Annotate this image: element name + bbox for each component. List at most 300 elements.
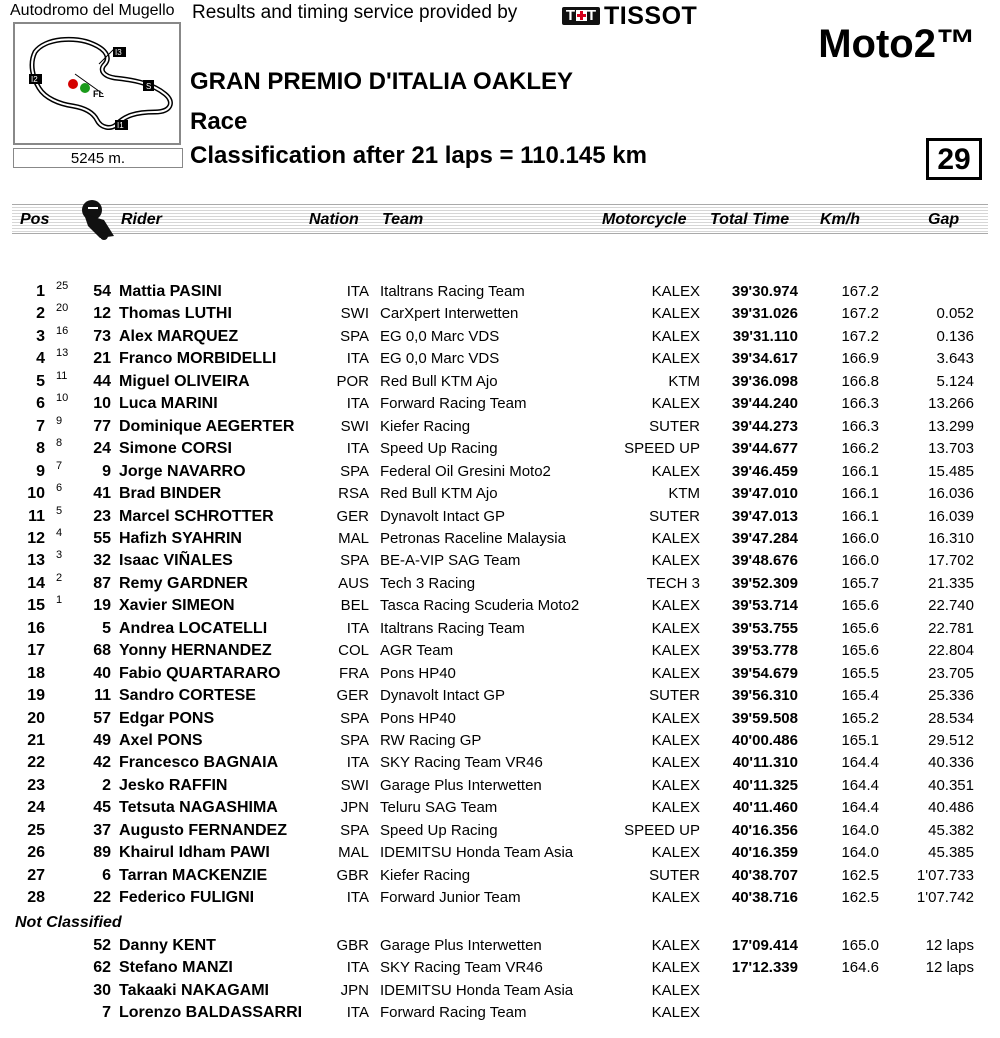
cell-rider-name: Tetsuta NAGASHIMA <box>119 799 278 817</box>
event-title: GRAN PREMIO D'ITALIA OAKLEY <box>190 68 574 95</box>
cell-rider-number: 22 <box>93 889 111 907</box>
cell-gap: 28.534 <box>928 709 974 727</box>
cell-motorcycle: KALEX <box>651 1004 700 1022</box>
cell-total-time: 40'38.707 <box>731 866 798 884</box>
cell-rider-number: 12 <box>93 305 111 323</box>
cell-motorcycle: KALEX <box>651 799 700 817</box>
circuit-length: 5245 m. <box>13 148 183 168</box>
cell-gap: 22.781 <box>928 619 974 637</box>
cell-nation: SWI <box>340 305 369 323</box>
cell-rider-number: 89 <box>93 844 111 862</box>
cell-position: 6 <box>36 395 45 413</box>
cell-position: 19 <box>27 687 45 705</box>
cell-motorcycle: KALEX <box>651 732 700 749</box>
cell-rider-name: Federico FULIGNI <box>119 889 255 907</box>
cell-nation: ITA <box>346 959 369 977</box>
cell-speed: 164.0 <box>841 821 879 839</box>
cell-points: 10 <box>56 392 69 405</box>
cell-speed: 165.6 <box>841 619 879 637</box>
cell-points: 6 <box>56 482 63 495</box>
cell-gap: 16.310 <box>928 529 974 547</box>
cell-position: 28 <box>27 889 45 907</box>
cell-motorcycle: KTM <box>668 372 700 390</box>
cell-total-time: 39'48.676 <box>731 552 798 570</box>
cell-speed: 162.5 <box>841 889 879 907</box>
table-row <box>0 730 1000 752</box>
cell-total-time: 40'00.486 <box>731 732 798 749</box>
cell-speed: 166.0 <box>841 529 879 547</box>
cell-motorcycle: KALEX <box>651 350 700 368</box>
cell-speed: 164.4 <box>841 799 879 817</box>
cell-rider-name: Dominique AEGERTER <box>119 417 295 435</box>
cell-gap: 13.299 <box>928 417 974 435</box>
cell-nation: GBR <box>336 937 369 954</box>
cell-position: 20 <box>27 709 45 727</box>
table-row <box>0 371 1000 393</box>
cell-nation: SPA <box>340 552 369 570</box>
cell-nation: SPA <box>340 732 369 749</box>
table-row <box>0 393 1000 415</box>
cell-total-time: 39'47.010 <box>731 485 798 503</box>
cell-gap: 29.512 <box>928 732 974 749</box>
cell-rider-number: 87 <box>93 574 111 592</box>
cell-position: 7 <box>36 417 45 435</box>
cell-total-time: 39'44.240 <box>731 395 798 413</box>
cell-nation: GER <box>336 507 369 525</box>
table-row <box>0 528 1000 550</box>
cell-team-name: SKY Racing Team VR46 <box>380 754 543 772</box>
table-row <box>0 957 1000 979</box>
cell-points: 3 <box>56 549 63 562</box>
table-row <box>0 663 1000 685</box>
cell-speed: 165.6 <box>841 642 879 660</box>
table-row <box>0 595 1000 617</box>
cell-rider-name: Remy GARDNER <box>119 574 248 592</box>
cell-team-name: Italtrans Racing Team <box>380 283 525 300</box>
cell-rider-name: Miguel OLIVEIRA <box>119 372 250 390</box>
cell-motorcycle: SUTER <box>649 507 700 525</box>
cell-points: 9 <box>56 414 63 427</box>
col-motorcycle: Motorcycle <box>602 211 687 228</box>
cell-motorcycle: SPEED UP <box>624 440 700 458</box>
cell-motorcycle: KALEX <box>651 597 700 615</box>
cell-rider-number: 40 <box>93 664 111 682</box>
cell-team-name: IDEMITSU Honda Team Asia <box>380 844 574 862</box>
cell-gap: 3.643 <box>936 350 974 368</box>
cell-motorcycle: KALEX <box>651 937 700 954</box>
table-row <box>0 461 1000 483</box>
cell-team-name: Dynavolt Intact GP <box>380 687 506 705</box>
cell-total-time: 39'52.309 <box>731 574 798 592</box>
cell-nation: ITA <box>346 283 369 300</box>
cell-rider-name: Khairul Idham PAWI <box>119 844 270 862</box>
cell-total-time: 39'53.714 <box>731 597 798 615</box>
tissot-badge-icon: T T <box>562 7 600 25</box>
cell-nation: GBR <box>336 866 369 884</box>
cell-rider-name: Thomas LUTHI <box>119 305 232 323</box>
cell-total-time: 39'46.459 <box>731 462 798 480</box>
cell-total-time: 39'44.677 <box>731 440 798 458</box>
cell-speed: 166.2 <box>841 440 879 458</box>
cell-nation: JPN <box>340 981 369 999</box>
cell-motorcycle: KALEX <box>651 283 700 300</box>
track-map-icon <box>15 24 179 143</box>
cell-total-time: 39'47.013 <box>731 507 798 525</box>
cell-speed: 167.2 <box>841 283 879 300</box>
cell-team-name: Speed Up Racing <box>380 821 498 839</box>
cell-points: 5 <box>56 504 63 517</box>
cell-rider-name: Tarran MACKENZIE <box>119 866 268 884</box>
cell-rider-name: Mattia PASINI <box>119 283 222 300</box>
cell-nation: ITA <box>346 754 369 772</box>
cell-speed: 166.1 <box>841 462 879 480</box>
cell-nation: SPA <box>340 327 369 345</box>
cell-rider-number: 45 <box>93 799 111 817</box>
cell-rider-name: Francesco BAGNAIA <box>119 754 279 772</box>
cell-team-name: Kiefer Racing <box>380 866 471 884</box>
cell-team-name: Tasca Racing Scuderia Moto2 <box>380 597 580 615</box>
cell-position: 21 <box>27 732 45 749</box>
cell-rider-name: Sandro CORTESE <box>119 687 256 705</box>
cell-team-name: Forward Racing Team <box>380 395 527 413</box>
tissot-logo <box>562 2 712 30</box>
cell-motorcycle: KALEX <box>651 959 700 977</box>
cell-team-name: IDEMITSU Honda Team Asia <box>380 981 574 999</box>
cell-speed: 166.8 <box>841 372 879 390</box>
cell-speed: 165.7 <box>841 574 879 592</box>
table-row <box>0 640 1000 662</box>
cell-total-time: 39'31.110 <box>732 327 798 345</box>
cell-position: 13 <box>27 552 45 570</box>
cell-team-name: Red Bull KTM Ajo <box>380 372 498 390</box>
cell-motorcycle: KALEX <box>651 395 700 413</box>
cell-speed: 166.9 <box>841 350 879 368</box>
cell-rider-number: 49 <box>93 732 111 749</box>
cell-speed: 162.5 <box>841 866 879 884</box>
table-row <box>0 685 1000 707</box>
cell-team-name: Pons HP40 <box>380 664 456 682</box>
cell-rider-number: 57 <box>93 709 111 727</box>
cell-speed: 166.1 <box>841 485 879 503</box>
rider-helmet-icon <box>74 196 118 240</box>
table-row <box>0 303 1000 325</box>
cell-position: 8 <box>36 440 45 458</box>
table-row <box>0 887 1000 909</box>
cell-nation: GER <box>336 687 369 705</box>
cell-position: 23 <box>27 776 45 794</box>
table-row <box>0 438 1000 460</box>
cell-motorcycle: TECH 3 <box>646 574 700 592</box>
cell-rider-name: Hafizh SYAHRIN <box>119 529 242 547</box>
cell-position: 11 <box>28 507 45 525</box>
cell-team-name: Kiefer Racing <box>380 417 471 435</box>
cell-team-name: Italtrans Racing Team <box>380 619 525 637</box>
col-kmh: Km/h <box>820 211 860 228</box>
cell-rider-name: Danny KENT <box>119 937 216 954</box>
cell-nation: ITA <box>346 889 369 907</box>
cell-rider-number: 55 <box>93 529 111 547</box>
page-number: 29 <box>926 138 982 180</box>
cell-speed: 164.4 <box>841 776 879 794</box>
table-row <box>0 281 1000 303</box>
cell-nation: ITA <box>346 440 369 458</box>
cell-team-name: Garage Plus Interwetten <box>380 776 542 794</box>
cell-motorcycle: KALEX <box>651 462 700 480</box>
cell-total-time: 39'47.284 <box>731 529 798 547</box>
cell-rider-name: Brad BINDER <box>119 485 222 503</box>
track-label-i2: I2 <box>31 75 38 84</box>
cell-position: 16 <box>27 619 45 637</box>
table-row <box>0 506 1000 528</box>
finish-marker <box>68 79 78 89</box>
cell-motorcycle: KTM <box>668 485 700 503</box>
cell-points: 4 <box>56 526 63 539</box>
cell-motorcycle: KALEX <box>651 305 700 323</box>
session-title: Race <box>190 108 248 135</box>
cell-nation: SPA <box>340 709 369 727</box>
cell-gap: 21.335 <box>928 574 974 592</box>
col-total-time: Total Time <box>710 211 790 228</box>
cell-rider-name: Edgar PONS <box>119 709 215 727</box>
col-pos: Pos <box>20 211 50 228</box>
cell-nation: FRA <box>339 664 369 682</box>
table-row <box>0 326 1000 348</box>
cell-nation: ITA <box>346 350 369 368</box>
cell-gap: 45.385 <box>928 844 974 862</box>
cell-rider-number: 10 <box>93 395 111 413</box>
cell-motorcycle: KALEX <box>651 552 700 570</box>
cell-speed: 165.4 <box>841 687 879 705</box>
cell-position: 15 <box>27 597 45 615</box>
cell-gap: 15.485 <box>928 462 974 480</box>
cell-rider-name: Axel PONS <box>119 732 203 749</box>
sponsor-name: TISSOT <box>604 2 698 30</box>
cell-team-name: Petronas Raceline Malaysia <box>380 529 566 547</box>
cell-motorcycle: KALEX <box>651 327 700 345</box>
cell-points: 7 <box>56 459 63 472</box>
cell-rider-number: 6 <box>102 866 111 884</box>
table-row <box>0 550 1000 572</box>
service-text: Results and timing service provided by <box>192 2 518 23</box>
cell-rider-number: 23 <box>93 507 111 525</box>
cell-team-name: AGR Team <box>380 642 454 660</box>
cell-rider-number: 5 <box>102 619 111 637</box>
table-row <box>0 483 1000 505</box>
cell-position: 26 <box>27 844 45 862</box>
cell-total-time: 39'34.617 <box>731 350 798 368</box>
cell-motorcycle: KALEX <box>651 844 700 862</box>
cell-rider-number: 30 <box>93 981 111 999</box>
cell-team-name: EG 0,0 Marc VDS <box>380 327 500 345</box>
cell-speed: 165.2 <box>841 709 879 727</box>
cell-total-time: 17'09.414 <box>731 937 798 954</box>
cell-nation: BEL <box>340 597 369 615</box>
cell-points: 2 <box>56 571 63 584</box>
cell-rider-name: Franco MORBIDELLI <box>119 350 277 368</box>
cell-rider-number: 44 <box>93 372 111 390</box>
cell-rider-name: Stefano MANZI <box>119 959 233 977</box>
cell-nation: ITA <box>346 395 369 413</box>
cell-rider-number: 54 <box>93 283 111 300</box>
cell-total-time: 39'53.778 <box>731 642 798 660</box>
cell-speed: 167.2 <box>841 305 879 323</box>
cell-motorcycle: SUTER <box>649 866 700 884</box>
not-classified-label: Not Classified <box>15 914 122 931</box>
cell-gap: 40.336 <box>928 754 974 772</box>
cell-points: 11 <box>56 369 68 382</box>
cell-position: 12 <box>27 529 45 547</box>
cell-total-time: 39'30.974 <box>731 283 798 300</box>
cell-nation: JPN <box>340 799 369 817</box>
col-nation: Nation <box>309 211 359 228</box>
cell-rider-number: 41 <box>93 485 111 503</box>
cell-team-name: BE-A-VIP SAG Team <box>380 552 521 570</box>
cell-motorcycle: KALEX <box>651 754 700 772</box>
cell-motorcycle: KALEX <box>651 776 700 794</box>
cell-total-time: 40'11.325 <box>732 776 798 794</box>
cell-gap: 40.486 <box>928 799 974 817</box>
cell-speed: 164.0 <box>841 844 879 862</box>
cell-motorcycle: KALEX <box>651 529 700 547</box>
category-title: Moto2™ <box>818 22 976 66</box>
cell-rider-number: 7 <box>102 1004 111 1022</box>
track-label-i1: I1 <box>117 121 124 130</box>
cell-points: 1 <box>56 594 63 607</box>
table-row <box>0 775 1000 797</box>
cell-gap: 12 laps <box>925 937 974 954</box>
table-row <box>0 1002 1000 1024</box>
cell-position: 5 <box>36 372 45 390</box>
cell-points: 20 <box>56 302 69 315</box>
cell-nation: MAL <box>338 844 369 862</box>
cell-rider-number: 37 <box>93 821 111 839</box>
cell-points: 25 <box>56 280 69 292</box>
cell-total-time: 39'36.098 <box>731 372 798 390</box>
cell-total-time: 39'31.026 <box>731 305 798 323</box>
cell-total-time: 40'11.460 <box>732 799 798 817</box>
cell-speed: 164.4 <box>841 754 879 772</box>
cell-speed: 166.3 <box>841 395 879 413</box>
cell-team-name: Red Bull KTM Ajo <box>380 485 498 503</box>
cell-rider-name: Jorge NAVARRO <box>119 462 246 480</box>
cell-rider-number: 32 <box>93 552 111 570</box>
cell-speed: 166.3 <box>841 417 879 435</box>
table-row <box>0 935 1000 957</box>
table-row <box>0 865 1000 887</box>
cell-total-time: 40'16.356 <box>731 821 798 839</box>
col-gap: Gap <box>928 211 960 228</box>
track-map <box>13 22 181 145</box>
cell-nation: SWI <box>340 776 369 794</box>
cell-team-name: EG 0,0 Marc VDS <box>380 350 500 368</box>
cell-speed: 165.6 <box>841 597 879 615</box>
cell-points: 16 <box>56 324 69 337</box>
cell-gap: 25.336 <box>928 687 974 705</box>
cell-position: 27 <box>27 866 45 884</box>
cell-nation: COL <box>338 642 369 660</box>
cell-motorcycle: KALEX <box>651 664 700 682</box>
cell-gap: 0.136 <box>936 327 974 345</box>
cell-nation: ITA <box>346 1004 369 1022</box>
cell-team-name: Garage Plus Interwetten <box>380 937 542 954</box>
track-label-fl: FL <box>93 89 104 99</box>
cell-team-name: Teluru SAG Team <box>380 799 498 817</box>
cell-rider-name: Fabio QUARTARARO <box>119 664 281 682</box>
cell-position: 9 <box>36 462 45 480</box>
cell-motorcycle: KALEX <box>651 889 700 907</box>
cell-rider-name: Yonny HERNANDEZ <box>119 642 272 660</box>
cell-rider-name: Jesko RAFFIN <box>119 776 228 794</box>
cell-speed: 165.0 <box>841 937 879 954</box>
table-row <box>0 618 1000 640</box>
cell-rider-name: Xavier SIMEON <box>119 597 235 615</box>
cell-gap: 13.266 <box>928 395 974 413</box>
cell-gap: 1'07.742 <box>916 889 974 907</box>
cell-nation: ITA <box>346 619 369 637</box>
table-row <box>0 980 1000 1002</box>
cell-nation: RSA <box>338 485 369 503</box>
cell-rider-number: 77 <box>93 417 111 435</box>
cell-nation: SPA <box>340 462 369 480</box>
cell-points: 8 <box>56 437 63 450</box>
cell-gap: 12 laps <box>925 959 974 977</box>
cell-rider-number: 73 <box>93 327 111 345</box>
cell-position: 1 <box>36 283 45 300</box>
cell-nation: SPA <box>340 821 369 839</box>
cell-position: 25 <box>27 821 45 839</box>
cell-team-name: Forward Racing Team <box>380 1004 527 1022</box>
cell-position: 2 <box>36 305 45 323</box>
cell-gap: 22.804 <box>928 642 974 660</box>
cell-total-time: 17'12.339 <box>731 959 798 977</box>
cell-rider-name: Simone CORSI <box>119 440 232 458</box>
cell-points: 13 <box>56 347 69 360</box>
table-row <box>0 842 1000 864</box>
cell-speed: 165.1 <box>841 732 879 749</box>
cell-gap: 40.351 <box>928 776 974 794</box>
cell-position: 22 <box>27 754 45 772</box>
cell-total-time: 39'59.508 <box>731 709 798 727</box>
start-marker <box>80 83 90 93</box>
cell-total-time: 40'11.310 <box>732 754 798 772</box>
cell-rider-name: Takaaki NAKAGAMI <box>119 981 269 999</box>
cell-rider-number: 9 <box>102 462 111 480</box>
cell-motorcycle: KALEX <box>651 981 700 999</box>
cell-rider-name: Luca MARINI <box>119 395 218 413</box>
cell-rider-number: 52 <box>93 937 111 954</box>
cell-team-name: Federal Oil Gresini Moto2 <box>380 462 551 480</box>
circuit-name: Autodromo del Mugello <box>10 2 175 19</box>
cell-position: 14 <box>27 574 45 592</box>
table-row <box>0 820 1000 842</box>
cell-position: 4 <box>36 350 45 368</box>
table-row <box>0 752 1000 774</box>
cell-rider-name: Lorenzo BALDASSARRI <box>119 1004 303 1022</box>
table-row <box>0 416 1000 438</box>
cell-position: 3 <box>36 327 45 345</box>
cell-gap: 16.039 <box>928 507 974 525</box>
cell-motorcycle: SUTER <box>649 417 700 435</box>
cell-motorcycle: SUTER <box>649 687 700 705</box>
track-label-s: S <box>146 82 152 91</box>
cell-total-time: 39'53.755 <box>731 619 798 637</box>
cell-rider-number: 42 <box>93 754 111 772</box>
cell-gap: 23.705 <box>928 664 974 682</box>
cell-speed: 167.2 <box>841 327 879 345</box>
cell-team-name: Pons HP40 <box>380 709 456 727</box>
cell-team-name: Tech 3 Racing <box>380 574 476 592</box>
cell-position: 17 <box>27 642 45 660</box>
